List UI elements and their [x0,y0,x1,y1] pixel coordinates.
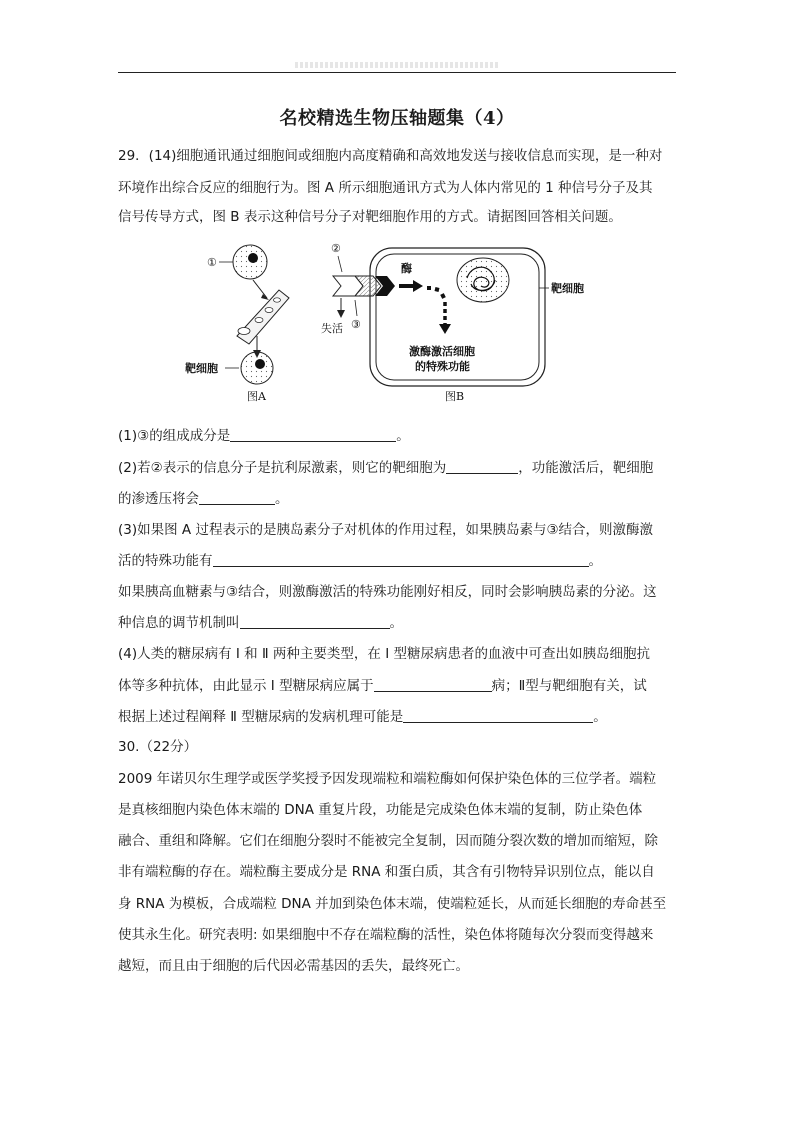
q29-part-4-line-1: (4)人类的糖尿病有 Ⅰ 和 Ⅱ 两种主要类型，在 Ⅰ 型糖尿病患者的血液中可查出如胰岛细胞抗 [118,646,650,662]
figure-b-inactive-label: 失活 [321,322,343,335]
q29-part-2-line-2: 的渗透压将会 。 [118,491,289,507]
q29-part-3-line-1: (3)如果图 A 过程表示的是胰岛素分子对机体的作用过程，如果胰岛素与③结合，则激酶激 [118,522,654,538]
q30-line-2: 是真核细胞内染色体末端的 DNA 重复片段，功能是完成染色体末端的复制，防止染色体 [118,802,643,818]
figure-b-enzyme-label: 酶 [401,262,412,275]
answer-blank-4b[interactable] [403,709,593,723]
figure-b-caption: 图B [445,390,465,403]
q29-intro-line-1: 29．(14)细胞通讯通过细胞间或细胞内高度精确和高效地发送与接收信息而实现，是一种对 [118,148,663,164]
q30-line-7: 越短，而且由于细胞的后代因必需基因的丢失，最终死亡。 [118,958,469,974]
q29-intro-line-2: 环境作出综合反应的细胞行为。图 A 所示细胞通讯方式为人体内常见的 1 种信号分子及其 [118,180,653,196]
q30-heading: 30.（22分） [118,739,198,755]
arrow-to-vessel [253,280,267,298]
target-cell-nucleus [255,359,265,369]
q29-part-2-line-1: (2)若②表示的信息分子是抗利尿激素，则它的靶细胞为 ，功能激活后，靶细胞 [118,460,654,476]
nucleus [457,258,509,302]
answer-blank-3b[interactable] [240,615,390,629]
q30-line-6: 使其永生化。研究表明: 如果细胞中不存在端粒酶的活性，染色体将随每次分裂而变得越来 [118,927,654,943]
figure-b-target-label: 靶细胞 [551,282,584,295]
figure-a-caption: 图A [247,390,266,403]
page-title: 名校精选生物压轴题集（4） [279,108,515,129]
q29-part-4-line-2: 体等多种抗体，由此显示 Ⅰ 型糖尿病应属于 病；Ⅱ型与靶细胞有关，试 [118,678,647,694]
answer-blank-4a[interactable] [374,678,492,692]
figure-a-marker-1: ① [207,256,217,269]
answer-blank-2b[interactable] [199,491,275,505]
q29-part-1: (1)③的组成成分是 。 [118,428,410,444]
q29-part-3-line-4: 种信息的调节机制叫 。 [118,615,403,631]
q29-intro-line-3: 信号传导方式，图 B 表示这种信号分子对靶细胞作用的方式。请据图回答相关问题。 [118,209,622,225]
answer-blank-2a[interactable] [446,460,518,474]
figure-b-marker-2: ② [331,242,341,255]
q30-line-1: 2009 年诺贝尔生理学或医学奖授予因发现端粒和端粒酶如何保护染色体的三位学者。端粒 [118,771,657,787]
figure-b [321,242,584,403]
q29-part-4-line-3: 根据上述过程阐释 Ⅱ 型糖尿病的发病机理可能是 。 [118,709,607,725]
header-rule [118,72,676,73]
answer-blank-3a[interactable] [213,553,589,567]
q30-line-3: 融合、重组和降解。它们在细胞分裂时不能被完全复制，因而随分裂次数的增加而缩短，除 [118,833,658,849]
figure-b-function-line-2: 的特殊功能 [415,360,470,373]
secreting-cell-nucleus [248,253,258,263]
header-watermark [295,62,500,68]
cell-signaling-figure [185,240,615,410]
figure-b-marker-3: ③ [351,318,361,331]
figure-b-function-line-1: 激酶激活细胞 [409,345,475,358]
q30-line-5: 身 RNA 为模板，合成端粒 DNA 并加到染色体末端，使端粒延长，从而延长细胞的寿命甚至 [118,896,667,912]
q30-line-4: 非有端粒酶的存在。端粒酶主要成分是 RNA 和蛋白质，其含有引物特异识别位点，能以自 [118,864,655,880]
figure-a-target-label: 靶细胞 [185,362,218,375]
figure-a [185,245,289,403]
q29-part-3-line-2: 活的特殊功能有 。 [118,553,602,569]
q29-part-3-line-3: 如果胰高血糖素与③结合，则激酶激活的特殊功能刚好相反，同时会影响胰岛素的分泌。这 [118,584,657,600]
answer-blank-1[interactable] [230,428,396,442]
